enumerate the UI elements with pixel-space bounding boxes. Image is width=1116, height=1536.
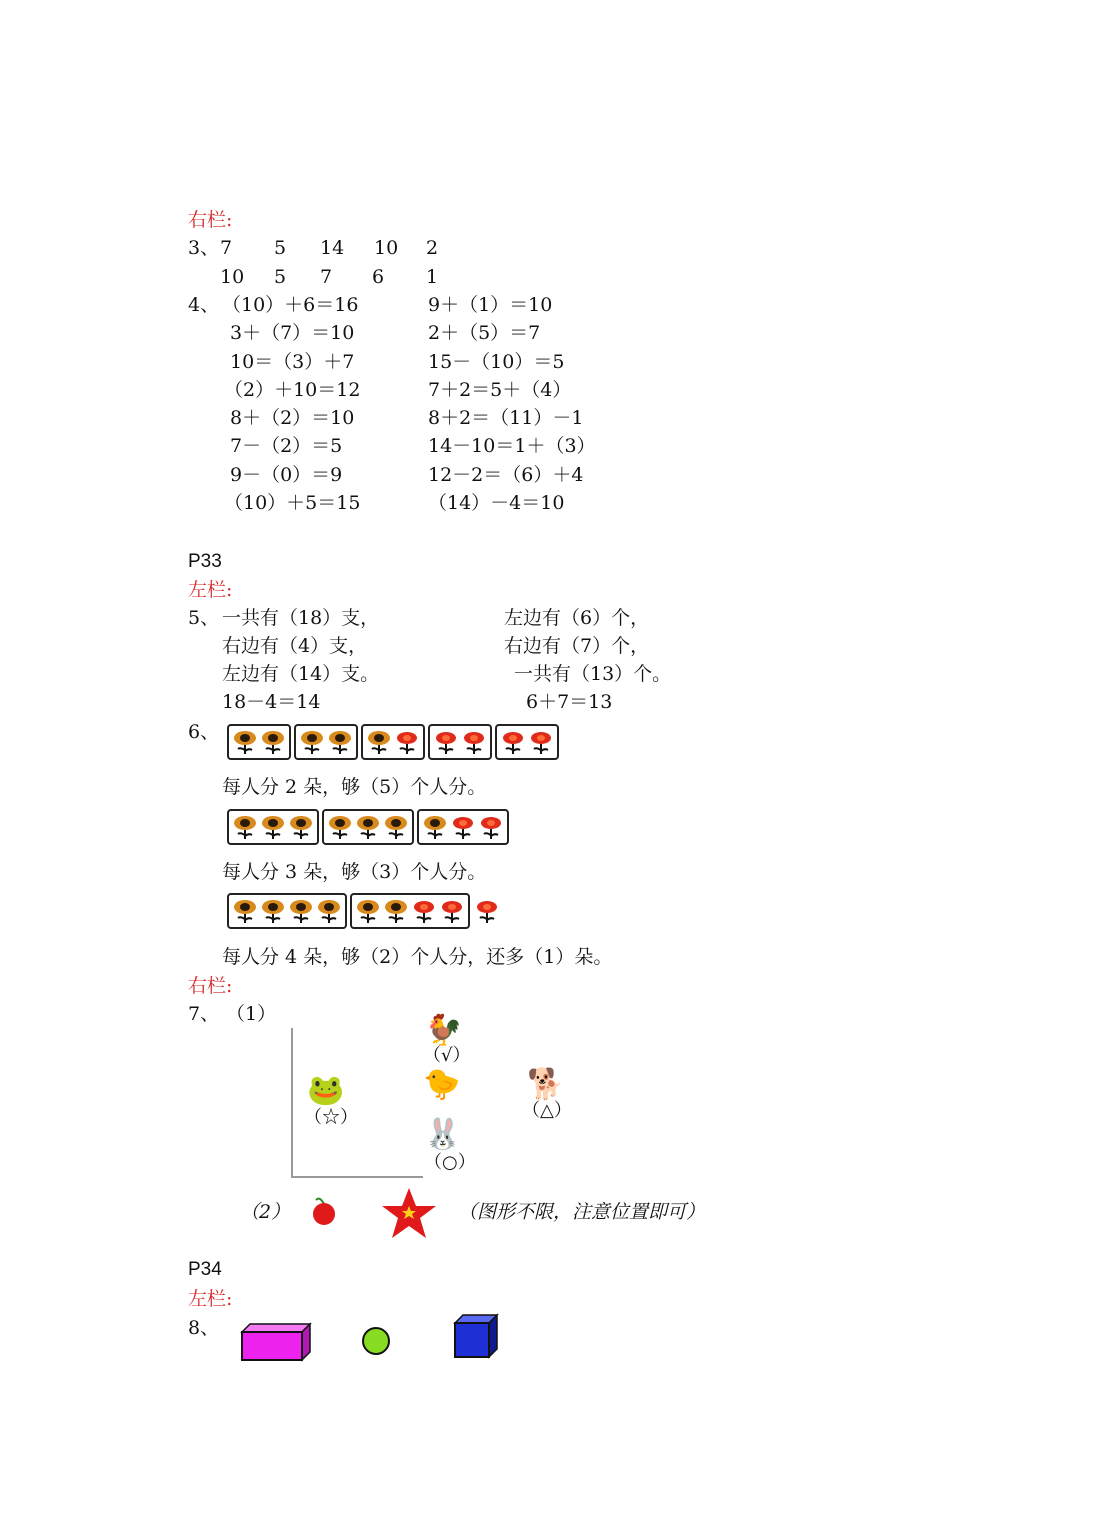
q3-value: 7	[320, 266, 333, 288]
sunflower-icon	[356, 898, 380, 924]
q5-line: 18－4＝14	[222, 691, 321, 713]
q3-value: 7	[220, 237, 233, 259]
sunflower-icon	[317, 898, 341, 924]
sunflower-icon	[233, 814, 257, 840]
chick-icon: 🐤	[423, 1067, 461, 1102]
sunflower-icon	[261, 814, 285, 840]
leftover-flower	[473, 893, 501, 929]
sunflower-icon	[328, 814, 352, 840]
q7-part-2-label: （2）	[240, 1201, 291, 1223]
q5-line: 右边有（7）个，	[504, 635, 650, 657]
red-flower-icon	[395, 729, 419, 755]
q3-value: 10	[374, 237, 399, 259]
flower-box	[350, 893, 470, 929]
sunflower-icon	[367, 729, 391, 755]
q5-line: 一共有（13）个。	[514, 663, 672, 685]
rabbit-icon: 🐰	[424, 1117, 462, 1152]
section-label-left-2: 左栏:	[188, 1288, 233, 1310]
red-flower-icon	[434, 729, 458, 755]
q4-equation: （2）＋10＝12	[224, 379, 361, 401]
section-label-right: 右栏:	[188, 209, 233, 231]
q3-value: 1	[426, 266, 439, 288]
flower-box	[322, 809, 414, 845]
star-icon	[380, 1186, 438, 1240]
star-answer: （☆）	[304, 1107, 358, 1128]
q6-answer-2: 每人分 3 朵，够（3）个人分。	[222, 861, 487, 883]
q5-line: 右边有（4）支，	[222, 635, 368, 657]
q3-value: 10	[220, 266, 245, 288]
q4-equation: 3＋（7）＝10	[230, 322, 355, 344]
q4-equation: 8＋2＝（11）－1	[428, 407, 584, 429]
sphere-icon	[360, 1325, 392, 1357]
apple-icon	[310, 1196, 338, 1226]
flower-group-by-2	[227, 724, 559, 760]
red-flower-icon	[462, 729, 486, 755]
flower-box	[227, 724, 291, 760]
flower-box	[428, 724, 492, 760]
page-heading-p34: P34	[188, 1259, 222, 1280]
flower-box	[417, 809, 509, 845]
q3-value: 14	[320, 237, 345, 259]
circle-answer: （○）	[424, 1152, 476, 1173]
q7-part-1-label: （1）	[226, 1003, 277, 1025]
q4-equation: 7－（2）＝5	[230, 435, 343, 457]
flower-box	[294, 724, 358, 760]
q7-note: （图形不限，注意位置即可）	[458, 1201, 706, 1223]
q4-equation: 15－（10）＝5	[428, 351, 565, 373]
red-flower-icon	[475, 898, 499, 924]
triangle-answer: （△）	[522, 1100, 572, 1121]
page-heading-p33: P33	[188, 551, 222, 572]
sunflower-icon	[233, 729, 257, 755]
q4-equation: 14－10＝1＋（3）	[428, 435, 596, 457]
q4-number: 4、	[188, 294, 220, 316]
red-flower-icon	[529, 729, 553, 755]
q6-answer-1: 每人分 2 朵，够（5）个人分。	[222, 776, 487, 798]
sunflower-icon	[328, 729, 352, 755]
flower-group-by-4	[227, 893, 501, 929]
q4-equation: 9－（0）＝9	[230, 464, 343, 486]
sunflower-icon	[289, 898, 313, 924]
red-flower-icon	[479, 814, 503, 840]
q3-number: 3、	[188, 237, 220, 259]
red-flower-icon	[440, 898, 464, 924]
flower-box	[361, 724, 425, 760]
q4-equation: 9＋（1）＝10	[428, 294, 553, 316]
q4-equation: （10）＋6＝16	[222, 294, 359, 316]
q4-equation: 12－2＝（6）＋4	[428, 464, 584, 486]
q5-line: 左边有（14）支。	[222, 663, 380, 685]
sunflower-icon	[261, 729, 285, 755]
q5-number: 5、	[188, 607, 220, 629]
red-flower-icon	[451, 814, 475, 840]
q3-value: 5	[274, 237, 287, 259]
flower-box	[495, 724, 559, 760]
sunflower-icon	[300, 729, 324, 755]
q4-equation: 2＋（5）＝7	[428, 322, 541, 344]
sunflower-icon	[423, 814, 447, 840]
q5-line: 一共有（18）支，	[222, 607, 380, 629]
cube-icon	[452, 1313, 500, 1359]
red-flower-icon	[412, 898, 436, 924]
dog-icon: 🐕	[527, 1067, 565, 1102]
q4-equation: （10）＋5＝15	[224, 492, 361, 514]
q4-equation: 7＋2＝5＋（4）	[428, 379, 572, 401]
q4-equation: （14）－4＝10	[428, 492, 565, 514]
q5-line: 左边有（6）个，	[504, 607, 650, 629]
flower-box	[227, 809, 319, 845]
q3-value: 2	[426, 237, 439, 259]
checkmark-answer: （√）	[423, 1045, 471, 1066]
frog-icon: 🐸	[307, 1073, 345, 1108]
section-label-left: 左栏:	[188, 579, 233, 601]
q4-equation: 8＋（2）＝10	[230, 407, 355, 429]
flower-group-by-3	[227, 809, 509, 845]
q5-line: 6＋7＝13	[526, 691, 613, 713]
section-label-right-2: 右栏:	[188, 975, 233, 997]
sunflower-icon	[233, 898, 257, 924]
q7-number: 7、	[188, 1003, 220, 1025]
q3-value: 5	[274, 266, 287, 288]
q6-answer-3: 每人分 4 朵，够（2）个人分，还多（1）朵。	[222, 946, 613, 968]
sunflower-icon	[356, 814, 380, 840]
red-flower-icon	[501, 729, 525, 755]
q4-equation: 10＝（3）＋7	[230, 351, 355, 373]
sunflower-icon	[384, 898, 408, 924]
sunflower-icon	[261, 898, 285, 924]
sunflower-icon	[289, 814, 313, 840]
q8-number: 8、	[188, 1317, 220, 1339]
flower-box	[227, 893, 347, 929]
q3-value: 6	[372, 266, 385, 288]
rooster-icon: 🐓	[425, 1013, 463, 1048]
cuboid-icon	[240, 1322, 312, 1362]
q6-number: 6、	[188, 721, 220, 743]
sunflower-icon	[384, 814, 408, 840]
